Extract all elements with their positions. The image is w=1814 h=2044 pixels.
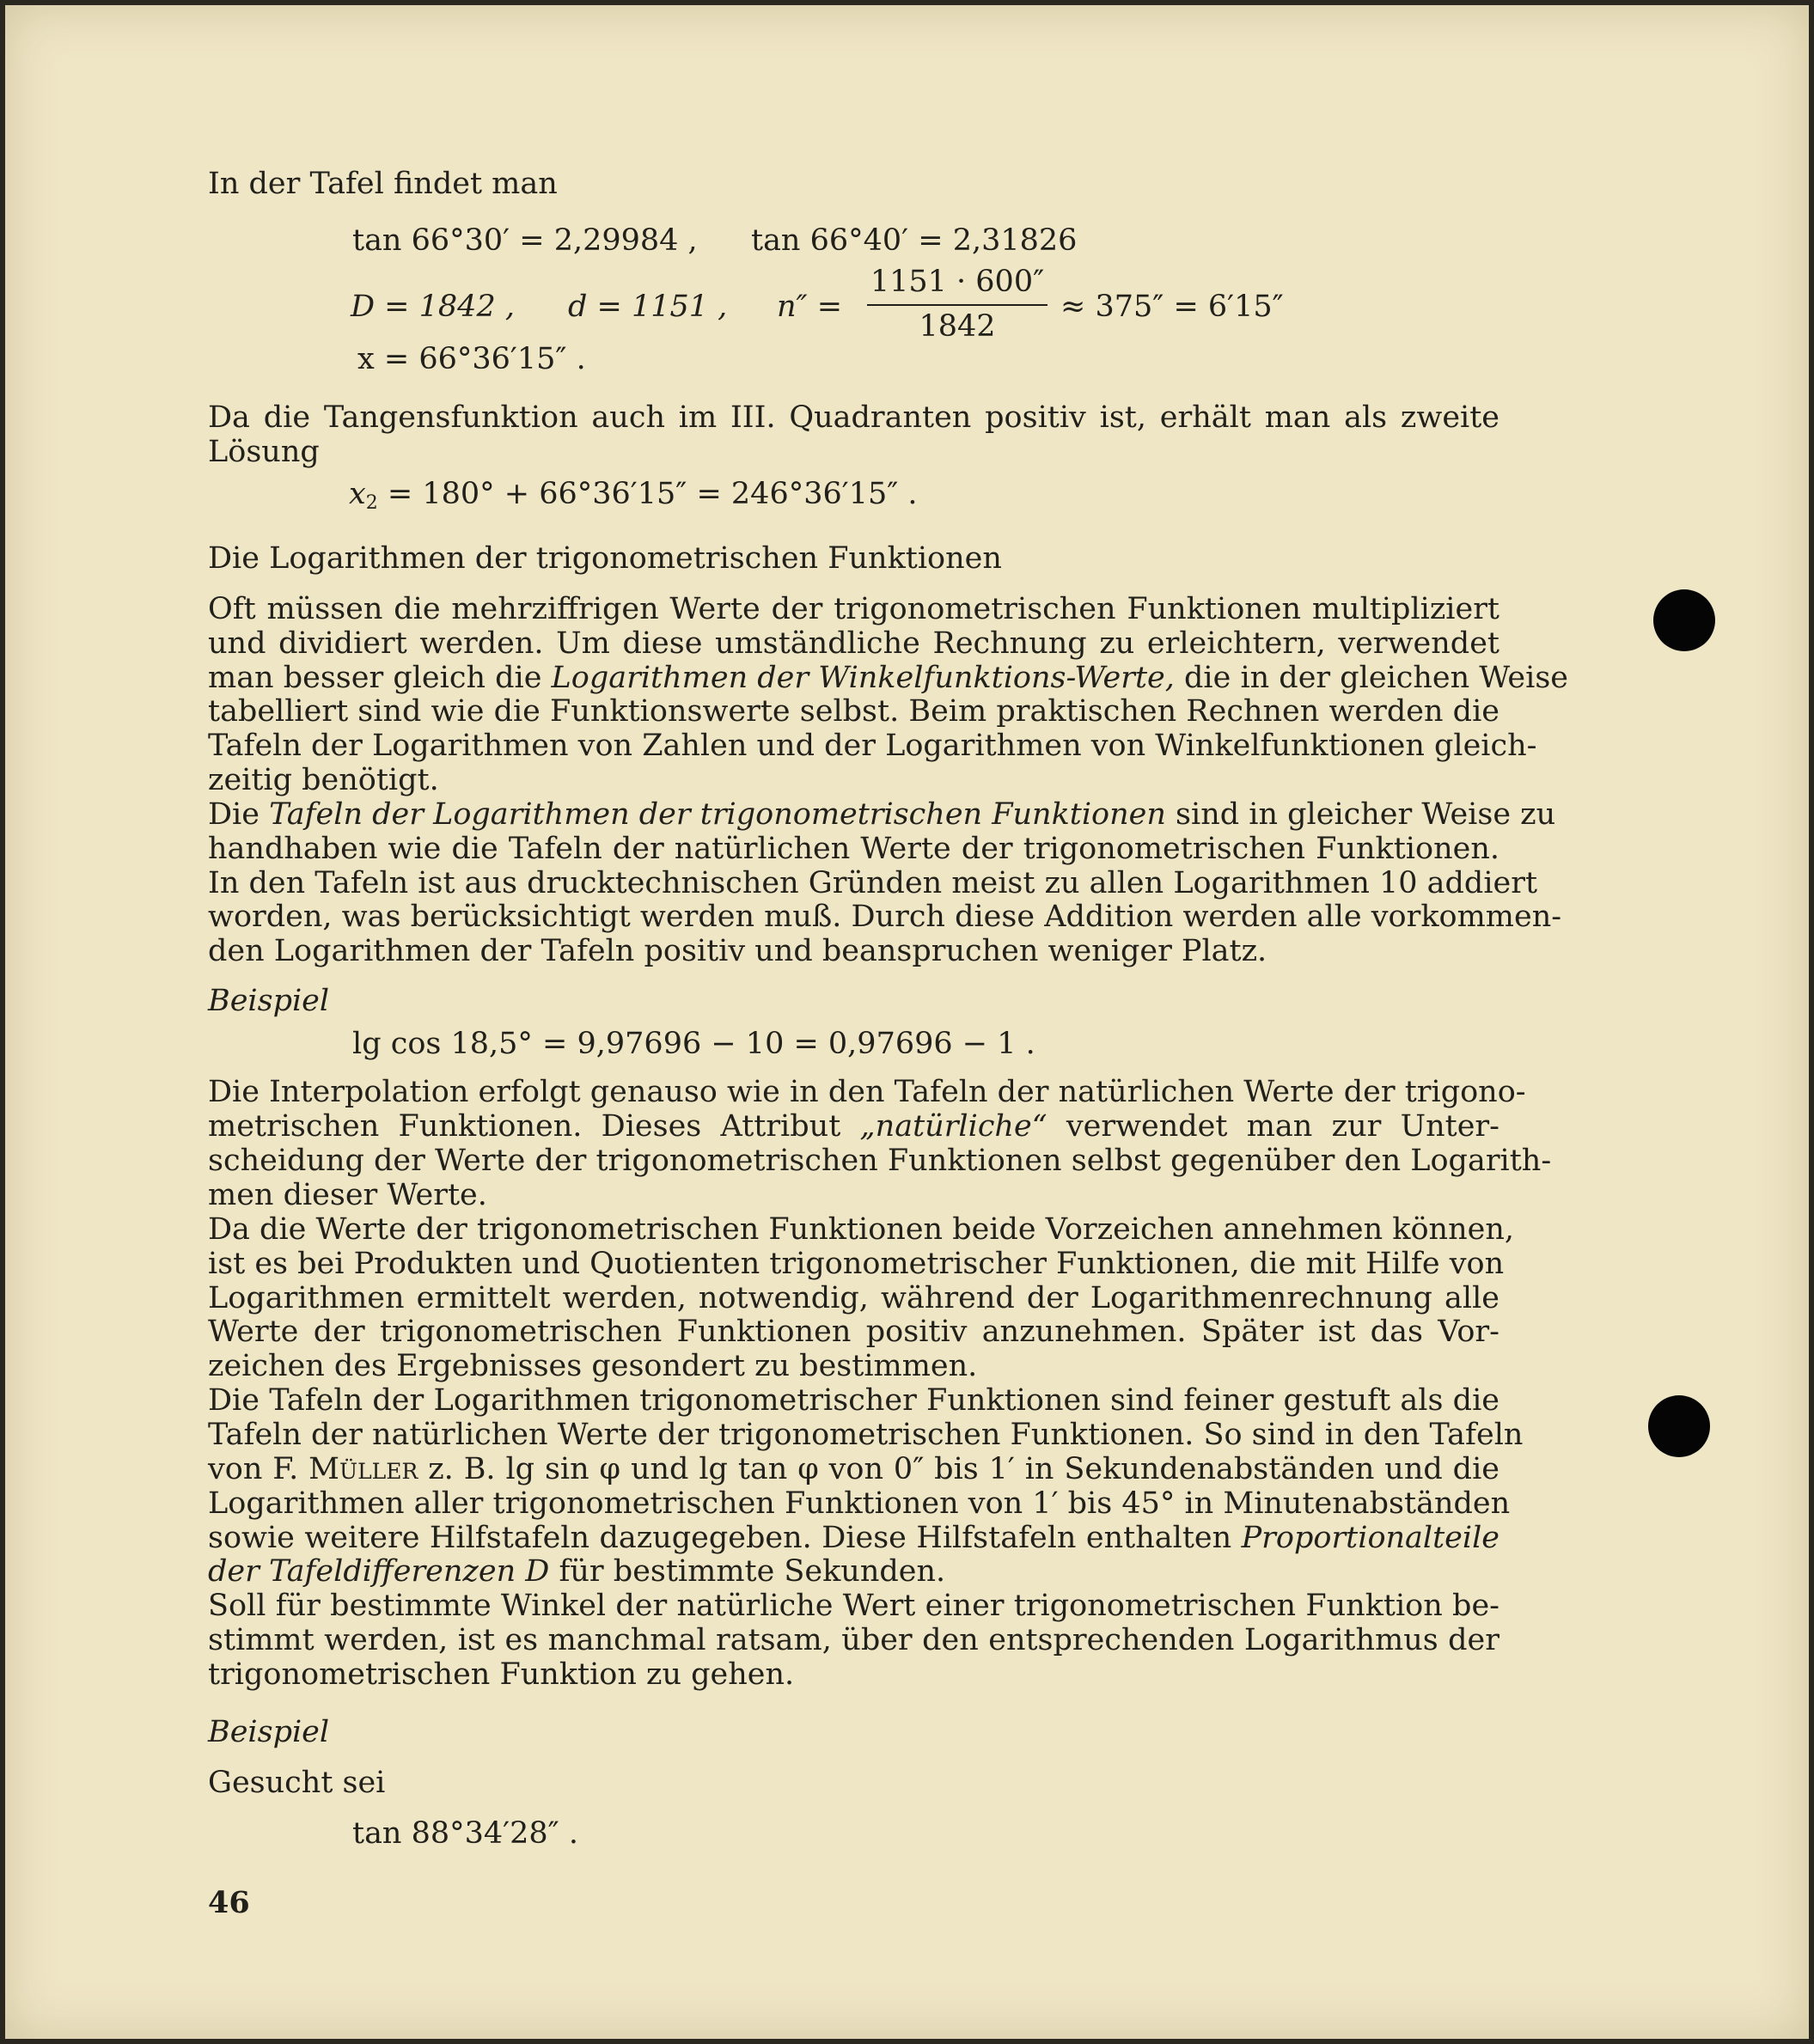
paragraph-line: tabelliert sind wie die Funktionswerte selbst. Beim praktischen Rechnen werden die [208,694,1499,729]
paragraph-line: Lösung [208,435,320,469]
emphasis: „natürliche“ [859,1109,1047,1144]
text-run: die in der gleichen Weise [1174,661,1569,695]
paragraph-line: Gesucht sei [208,1766,386,1800]
paragraph-line: worden, was berücksichtigt werden muß. Durch diese Addition werden alle vorkommen- [208,900,1562,934]
paragraph-line [208,797,1556,832]
page-number: 46 [208,1885,250,1920]
punch-hole [1653,589,1715,651]
emphasis: der Tafeldifferenzen D [208,1554,550,1589]
paragraph-line: zeichen des Ergebnisses gesondert zu bestimmen. [208,1349,978,1383]
paragraph-line [208,1109,1499,1144]
text-run: metrischen Funktionen. Dieses Attribut [208,1109,860,1144]
punch-hole [1648,1395,1710,1457]
equation-n-lhs: n″ = [777,290,843,324]
example-label: Beispiel [208,984,330,1018]
paragraph-line: In den Tafeln ist aus drucktechnischen Gründen meist zu allen Logarithmen 10 addiert [208,866,1538,900]
book-page [5,5,1809,2039]
emphasis: Tafeln der Logarithmen der trigonometrischen Funktionen [269,797,1166,832]
equation-D: D = 1842 , [351,290,515,324]
paragraph-line: Die Tafeln der Logarithmen trigonometrischer Funktionen sind feiner gestuft als die [208,1383,1499,1418]
paragraph-line [208,1521,1499,1555]
equation-d: d = 1151 , [568,290,728,324]
text-run: verwendet man zur Unter- [1047,1109,1499,1144]
author-name: Müller [308,1452,418,1486]
paragraph-line: Werte der trigonometrischen Funktionen positiv anzunehmen. Später ist das Vor- [208,1315,1499,1349]
paragraph-line: ist es bei Produkten und Quotienten trigonometrischer Funktionen, die mit Hilfe von [208,1247,1505,1281]
paragraph-line: Logarithmen aller trigonometrischen Funktionen von 1′ bis 45° in Minutenabständen [208,1486,1511,1521]
equation-tan-6630: tan 66°30′ = 2,29984 , [352,223,698,258]
text-run: von F. [208,1452,309,1486]
equation-x2-sub: 2 [365,492,378,514]
equation-x2-var: x [349,477,366,511]
example-label: Beispiel [208,1715,330,1749]
paragraph-line [208,1452,1499,1486]
paragraph-line: den Logarithmen der Tafeln positiv und beanspruchen weniger Platz. [208,934,1267,968]
section-heading: Die Logarithmen der trigonometrischen Funktionen [208,541,1002,576]
paragraph-line: und dividiert werden. Um diese umständliche Rechnung zu erleichtern, verwendet [208,626,1499,661]
emphasis: Logarithmen der Winkelfunktions-Werte, [551,661,1175,695]
fraction-denominator: 1842 [919,309,996,344]
equation-tan-6640: tan 66°40′ = 2,31826 [751,223,1078,258]
equation-x2-rest: = 180° + 66°36′15″ = 246°36′15″ . [377,477,918,511]
text-run: sind in gleicher Weise zu [1165,797,1556,832]
paragraph-line [208,661,1569,695]
emphasis: Proportionalteile [1241,1521,1499,1555]
paragraph-line: Tafeln der natürlichen Werte der trigonometrischen Funktionen. So sind in den Tafeln [208,1418,1524,1452]
paragraph-line: Die Interpolation erfolgt genauso wie in den Tafeln der natürlichen Werte der trigono- [208,1075,1526,1109]
paragraph-line: scheidung der Werte der trigonometrischen Funktionen selbst gegenüber den Logarith- [208,1144,1552,1178]
paragraph-line: Tafeln der Logarithmen von Zahlen und der Logarithmen von Winkelfunktionen gleich- [208,729,1537,763]
equation-x: x = 66°36′15″ . [357,342,586,376]
fraction-numerator: 1151 · 600″ [870,265,1045,299]
text-run: man besser gleich die [208,661,552,695]
paragraph-line: zeitig benötigt. [208,763,439,797]
paragraph-line: Soll für bestimmte Winkel der natürliche Wert einer trigonometrischen Funktion be- [208,1589,1499,1623]
paragraph-line: Oft müssen die mehrziffrigen Werte der trigonometrischen Funktionen multipliziert [208,592,1499,626]
paragraph-line: Da die Werte der trigonometrischen Funktionen beide Vorzeichen annehmen können, [208,1212,1515,1247]
equation-x2 [349,477,918,521]
equation-lg-cos: lg cos 18,5° = 9,97696 − 10 = 0,97696 − 1 . [352,1027,1035,1061]
paragraph-line: Da die Tangensfunktion auch im III. Quadranten positiv ist, erhält man als zweite [208,400,1499,435]
text-run: z. B. lg sin φ und lg tan φ von 0″ bis 1′ in Sekundenabständen und die [418,1452,1499,1486]
text-run: sowie weitere Hilfstafeln dazugegeben. Diese Hilfstafeln enthalten [208,1521,1242,1555]
equation-n-result: ≈ 375″ = 6′15″ [1060,290,1284,324]
intro-line: In der Tafel findet man [208,167,558,201]
fraction-bar [867,304,1047,306]
paragraph-line: stimmt werden, ist es manchmal ratsam, über den entsprechenden Logarithmus der [208,1623,1499,1657]
paragraph-line: men dieser Werte. [208,1178,487,1212]
fraction [867,265,1047,344]
equation-tan-88: tan 88°34′28″ . [352,1816,578,1851]
text-run: für bestimmte Sekunden. [549,1554,946,1589]
paragraph-line: trigonometrischen Funktion zu gehen. [208,1657,795,1692]
paragraph-line [208,1554,1499,1589]
text-run: Die [208,797,270,832]
paragraph-line: Logarithmen ermittelt werden, notwendig, während der Logarithmenrechnung alle [208,1281,1499,1315]
paragraph-line: handhaben wie die Tafeln der natürlichen Werte der trigonometrischen Funktionen. [208,832,1499,866]
